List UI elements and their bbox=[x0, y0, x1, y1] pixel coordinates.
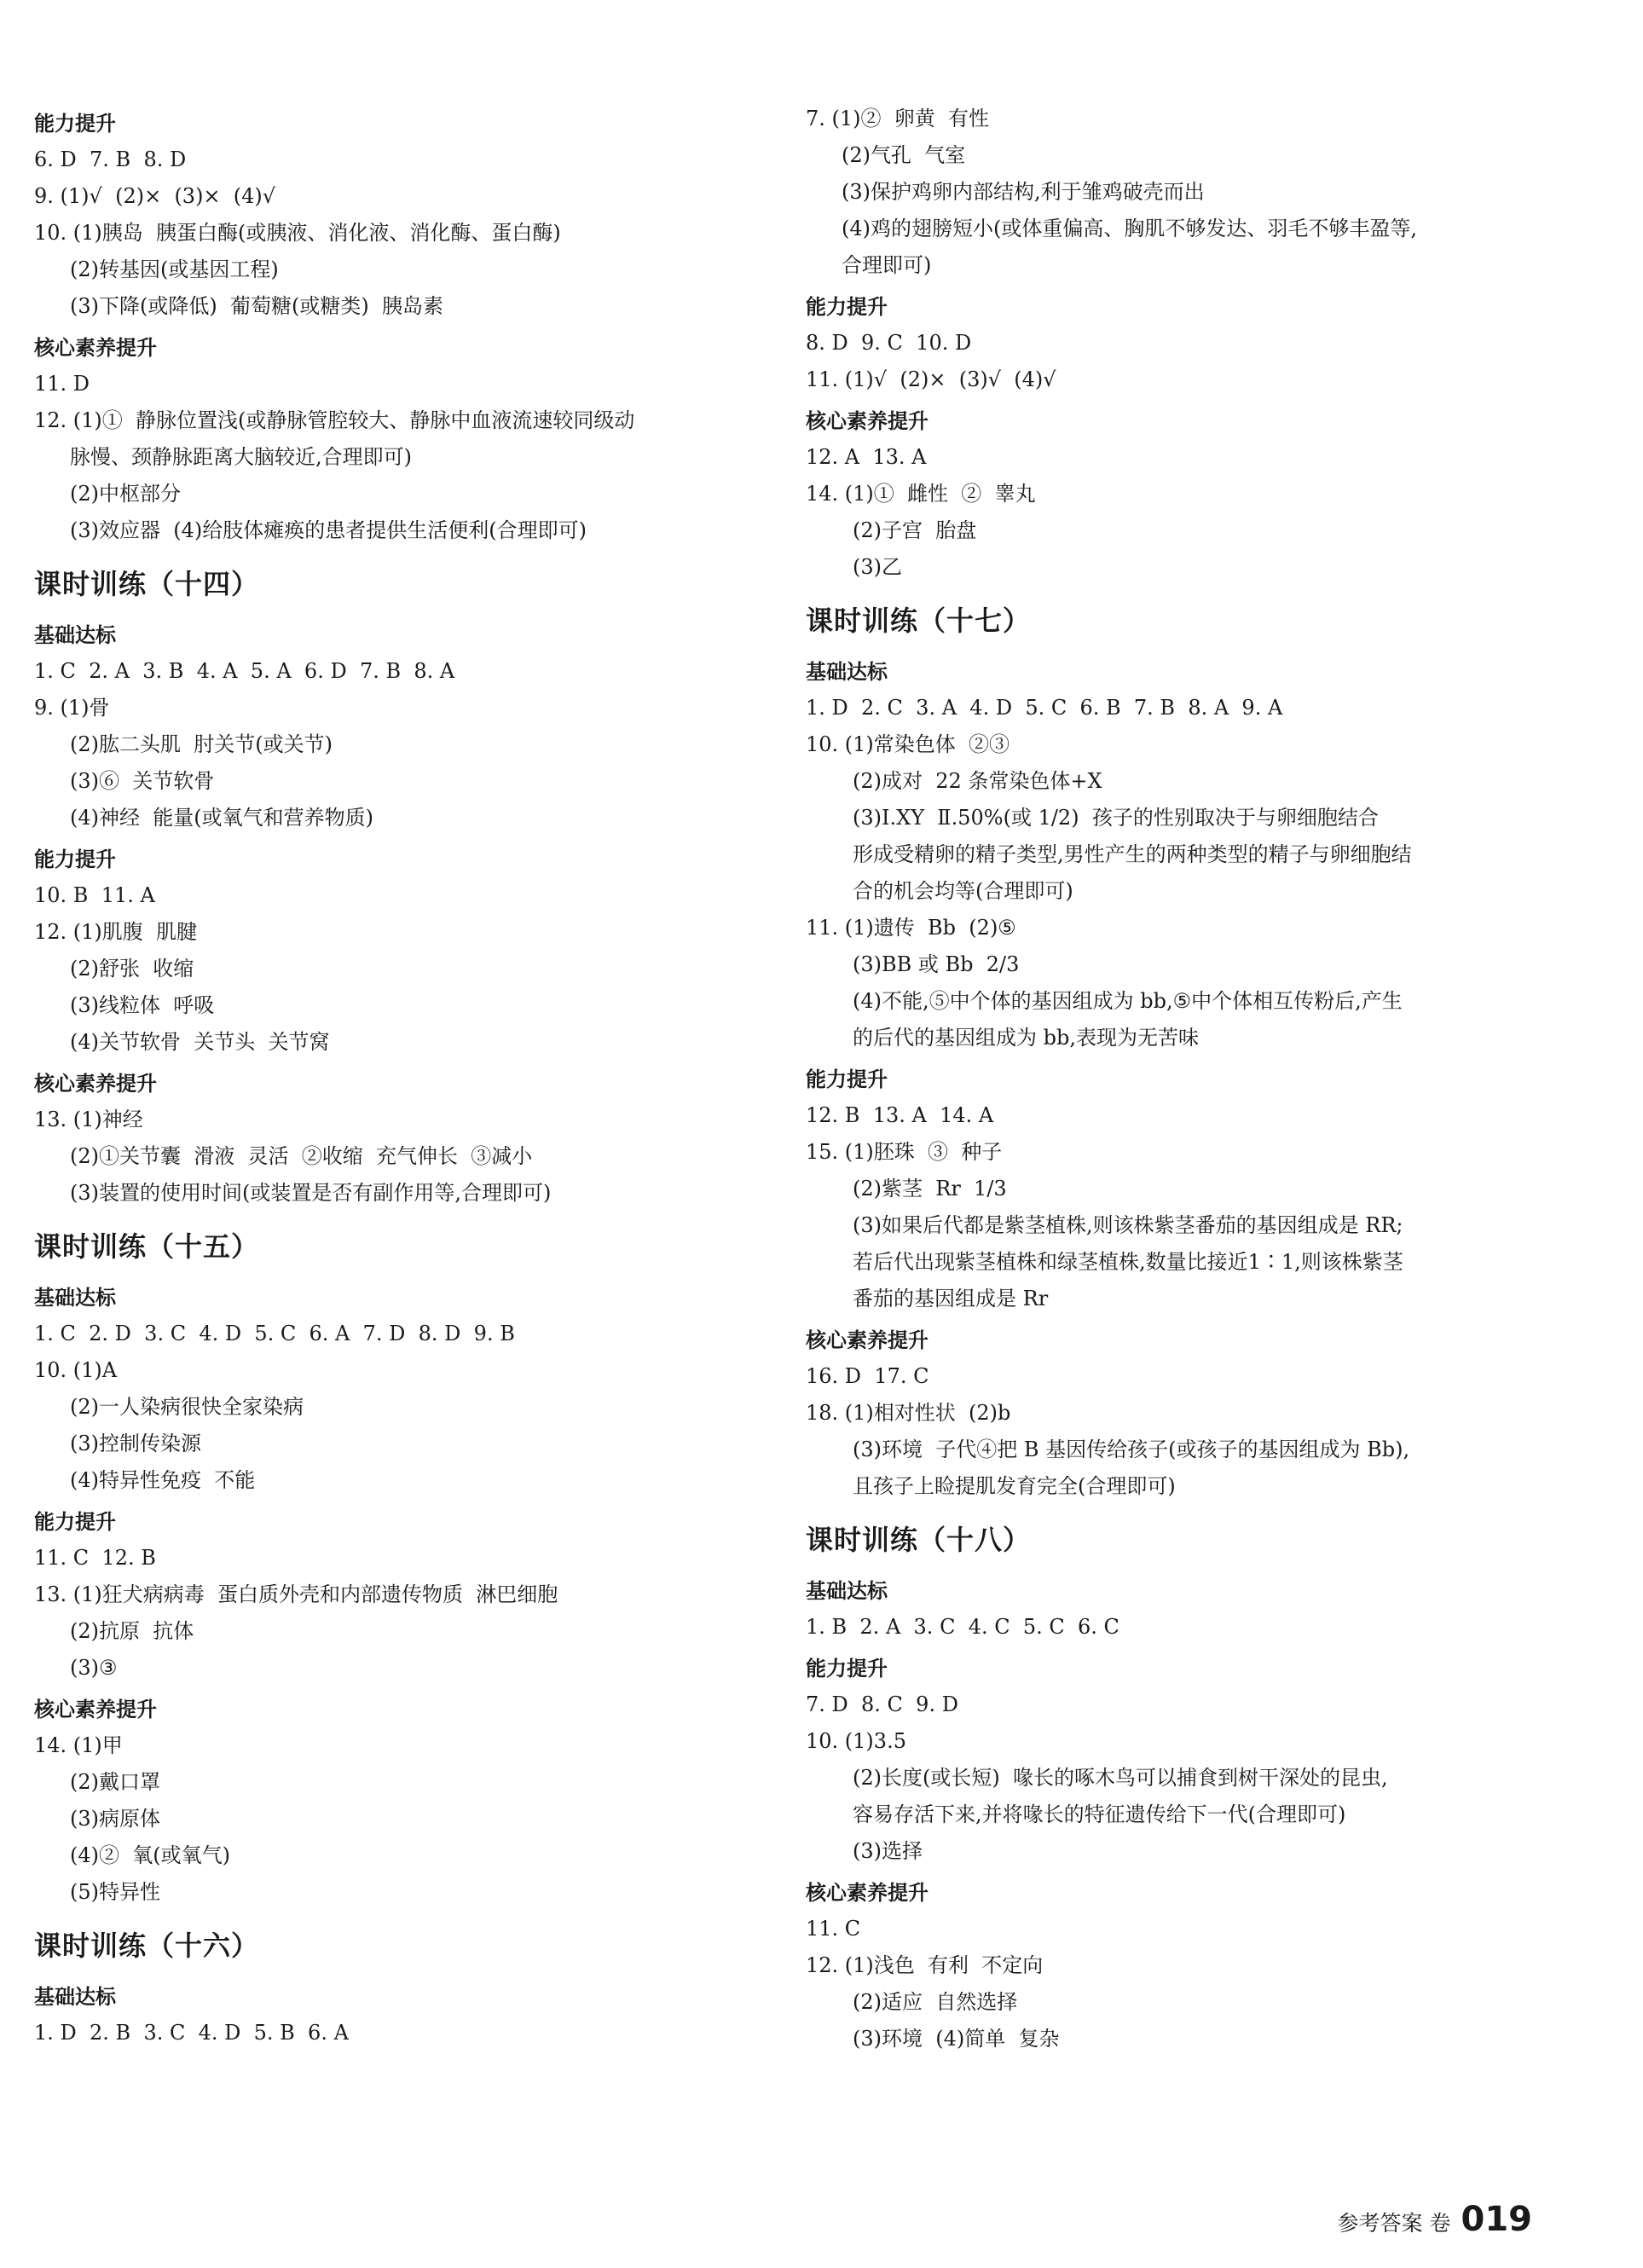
subsection-heading: 能力提升 bbox=[806, 295, 888, 319]
answer-line: (3)保护鸡卵内部结构,利于雏鸡破壳而出 bbox=[842, 180, 1205, 204]
answer-line: 15. (1)胚珠 ③ 种子 bbox=[806, 1140, 1003, 1164]
answer-line: (2)中枢部分 bbox=[70, 482, 181, 506]
answer-line: (2)转基因(或基因工程) bbox=[70, 257, 279, 281]
answer-line: (3)BB 或 Bb 2/3 bbox=[853, 952, 1020, 976]
answer-line: 12. A 13. A bbox=[806, 445, 927, 469]
answer-line: (3)下降(或降低) 葡萄糖(或糖类) 胰岛素 bbox=[70, 294, 443, 318]
answer-line: 6. D 7. B 8. D bbox=[34, 148, 187, 171]
answer-line: (2)成对 22 条常染色体+X bbox=[853, 769, 1102, 793]
answer-line: 7. (1)② 卵黄 有性 bbox=[806, 107, 990, 130]
answer-line: (2)适应 自然选择 bbox=[853, 1990, 1018, 2014]
answer-line: 的后代的基因组成为 bb,表现为无苦味 bbox=[853, 1026, 1199, 1050]
answer-line: (4)不能,⑤中个体的基因组成为 bb,⑤中个体相互传粉后,产生 bbox=[853, 989, 1403, 1013]
answer-line: 9. (1)骨 bbox=[34, 696, 110, 720]
answer-line: 形成受精卵的精子类型,男性产生的两种类型的精子与卵细胞结 bbox=[853, 842, 1412, 866]
answer-line: 12. (1)① 静脉位置浅(或静脉管腔较大、静脉中血液流速较同级动 bbox=[34, 408, 635, 432]
answer-line: 若后代出现紫茎植株和绿茎植株,数量比接近1∶1,则该株紫茎 bbox=[853, 1250, 1403, 1274]
subsection-heading: 核心素养提升 bbox=[806, 1881, 929, 1905]
answer-line: (3)环境 子代④把 B 基因传给孩子(或孩子的基因组成为 Bb), bbox=[853, 1438, 1410, 1461]
answer-line: 14. (1)① 雌性 ② 睾丸 bbox=[806, 482, 1036, 506]
answer-line: 合理即可) bbox=[842, 253, 932, 277]
answer-line: (5)特异性 bbox=[70, 1880, 160, 1904]
answer-line: 10. (1)A bbox=[34, 1358, 118, 1382]
answer-line: 14. (1)甲 bbox=[34, 1733, 123, 1757]
page-number: 019 bbox=[1461, 2200, 1532, 2239]
answer-line: (2)紫茎 Rr 1/3 bbox=[853, 1177, 1007, 1201]
answer-line: (2)一人染病很快全家染病 bbox=[70, 1395, 304, 1419]
subsection-heading: 能力提升 bbox=[806, 1067, 888, 1091]
answer-line: 11. C bbox=[806, 1917, 861, 1941]
answer-line: (3)控制传染源 bbox=[70, 1432, 201, 1455]
section-title: 课时训练（十六） bbox=[34, 1930, 260, 1962]
answer-line: (3)⑥ 关节软骨 bbox=[70, 769, 215, 793]
answer-line: (3)③ bbox=[70, 1656, 118, 1680]
answer-line: 16. D 17. C bbox=[806, 1364, 929, 1388]
subsection-heading: 基础达标 bbox=[34, 623, 116, 647]
subsection-heading: 能力提升 bbox=[34, 1510, 116, 1534]
subsection-heading: 核心素养提升 bbox=[34, 1698, 157, 1721]
footer-label: 参考答案 卷 bbox=[1337, 2211, 1451, 2236]
answer-line: (2)肱二头肌 肘关节(或关节) bbox=[70, 732, 333, 756]
subsection-heading: 能力提升 bbox=[34, 112, 116, 136]
answer-line: (4)特异性免疫 不能 bbox=[70, 1468, 256, 1492]
answer-line: (2)长度(或长短) 喙长的啄木鸟可以捕食到树干深处的昆虫, bbox=[853, 1766, 1388, 1790]
section-title: 课时训练（十七） bbox=[806, 605, 1032, 637]
subsection-heading: 基础达标 bbox=[34, 1286, 116, 1310]
subsection-heading: 能力提升 bbox=[34, 848, 116, 871]
answer-line: 番茄的基因组成是 Rr bbox=[853, 1287, 1049, 1310]
section-title: 课时训练（十四） bbox=[34, 568, 260, 600]
subsection-heading: 能力提升 bbox=[806, 1657, 888, 1681]
answer-line: (4)② 氧(或氧气) bbox=[70, 1843, 230, 1867]
answer-line: 7. D 8. C 9. D bbox=[806, 1692, 958, 1716]
answer-line: 9. (1)√ (2)× (3)× (4)√ bbox=[34, 184, 276, 208]
answer-line: 11. C 12. B bbox=[34, 1546, 156, 1570]
answer-line: (3)病原体 bbox=[70, 1807, 160, 1831]
answer-line: 11. (1)√ (2)× (3)√ (4)√ bbox=[806, 367, 1056, 391]
answer-line: 容易存活下来,并将喙长的特征遗传给下一代(合理即可) bbox=[853, 1802, 1346, 1826]
answer-line: 1. D 2. C 3. A 4. D 5. C 6. B 7. B 8. A 9. A bbox=[806, 696, 1283, 720]
answer-line: (2)舒张 收缩 bbox=[70, 957, 194, 981]
answer-line: (3)如果后代都是紫茎植株,则该株紫茎番茄的基因组成是 RR; bbox=[853, 1213, 1403, 1237]
subsection-heading: 基础达标 bbox=[806, 660, 888, 684]
answer-line: 8. D 9. C 10. D bbox=[806, 331, 972, 355]
subsection-heading: 基础达标 bbox=[806, 1579, 888, 1603]
subsection-heading: 核心素养提升 bbox=[806, 409, 929, 433]
section-title: 课时训练（十八） bbox=[806, 1524, 1032, 1556]
left-column bbox=[34, 101, 784, 2051]
answer-line: (3)效应器 (4)给肢体瘫痪的患者提供生活便利(合理即可) bbox=[70, 518, 587, 542]
answer-line: (3)选择 bbox=[853, 1839, 923, 1863]
subsection-heading: 核心素养提升 bbox=[34, 1072, 157, 1096]
page-footer bbox=[1338, 2200, 1532, 2239]
answer-line: 1. C 2. A 3. B 4. A 5. A 6. D 7. B 8. A bbox=[34, 659, 455, 683]
answer-line: 1. B 2. A 3. C 4. C 5. C 6. C bbox=[806, 1615, 1119, 1639]
answer-line: (2)气孔 气室 bbox=[842, 143, 966, 167]
subsection-heading: 核心素养提升 bbox=[34, 336, 157, 360]
answer-line: (3)环境 (4)简单 复杂 bbox=[853, 2027, 1060, 2051]
answer-line: (2)戴口罩 bbox=[70, 1770, 160, 1794]
subsection-heading: 核心素养提升 bbox=[806, 1328, 929, 1352]
answer-line: 10. (1)胰岛 胰蛋白酶(或胰液、消化液、消化酶、蛋白酶) bbox=[34, 221, 561, 245]
answer-line: 1. C 2. D 3. C 4. D 5. C 6. A 7. D 8. D 9. B bbox=[34, 1322, 515, 1345]
answer-line: (4)神经 能量(或氧气和营养物质) bbox=[70, 806, 373, 830]
right-column bbox=[806, 101, 1556, 2057]
answer-line: 12. (1)浅色 有利 不定向 bbox=[806, 1953, 1044, 1977]
answer-line: (2)子宫 胎盘 bbox=[853, 518, 977, 542]
answer-line: 10. (1)常染色体 ②③ bbox=[806, 732, 1010, 756]
answer-line: 18. (1)相对性状 (2)b bbox=[806, 1401, 1011, 1425]
answer-line: 且孩子上睑提肌发育完全(合理即可) bbox=[853, 1474, 1176, 1498]
answer-line: (2)①关节囊 滑液 灵活 ②收缩 充气伸长 ③减小 bbox=[70, 1144, 533, 1168]
answer-line: (4)关节软骨 关节头 关节窝 bbox=[70, 1030, 330, 1054]
answer-line: (2)抗原 抗体 bbox=[70, 1619, 194, 1643]
answer-line: 10. (1)3.5 bbox=[806, 1729, 906, 1753]
answer-line: 11. D bbox=[34, 372, 90, 396]
answer-line: (3)乙 bbox=[853, 555, 902, 579]
section-title: 课时训练（十五） bbox=[34, 1230, 260, 1263]
answer-line: (3)装置的使用时间(或装置是否有副作用等,合理即可) bbox=[70, 1181, 552, 1205]
answer-line: 11. (1)遗传 Bb (2)⑤ bbox=[806, 916, 1016, 940]
answer-line: 合的机会均等(合理即可) bbox=[853, 879, 1073, 903]
answer-line: 13. (1)狂犬病病毒 蛋白质外壳和内部遗传物质 淋巴细胞 bbox=[34, 1582, 558, 1606]
answer-line: 脉慢、颈静脉距离大脑较近,合理即可) bbox=[70, 445, 412, 469]
answer-line: (3)Ⅰ.XY Ⅱ.50%(或 1/2) 孩子的性别取决于与卵细胞结合 bbox=[853, 806, 1379, 830]
answer-line: (4)鸡的翅膀短小(或体重偏高、胸肌不够发达、羽毛不够丰盈等, bbox=[842, 217, 1417, 240]
answer-line: 12. B 13. A 14. A bbox=[806, 1103, 994, 1127]
answer-line: 10. B 11. A bbox=[34, 883, 155, 907]
answer-line: 13. (1)神经 bbox=[34, 1108, 143, 1131]
answer-line: (3)线粒体 呼吸 bbox=[70, 993, 215, 1017]
answer-line: 1. D 2. B 3. C 4. D 5. B 6. A bbox=[34, 2021, 349, 2045]
subsection-heading: 基础达标 bbox=[34, 1985, 116, 2009]
answer-line: 12. (1)肌腹 肌腱 bbox=[34, 920, 198, 944]
